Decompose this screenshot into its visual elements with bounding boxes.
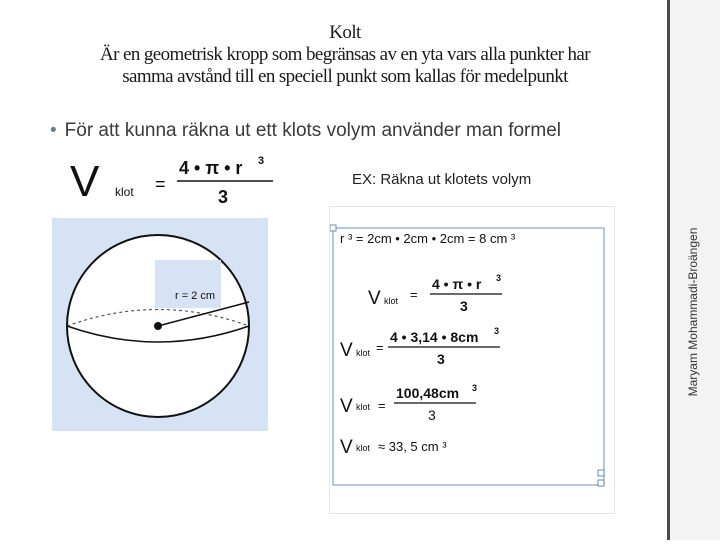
corner-handle (598, 480, 604, 486)
formula-denominator: 3 (218, 187, 229, 207)
calc-step3-v: V (340, 396, 353, 417)
calc-step2-eq: = (376, 340, 384, 355)
calc-step1-v: V (368, 288, 381, 309)
formula-bullet (50, 120, 561, 142)
calc-line-r3: r ³ = 2cm • 2cm • 2cm = 8 cm ³ (340, 231, 516, 246)
calc-step2-den: 3 (437, 351, 445, 367)
formula-exp: 3 (258, 155, 265, 167)
calc-step1-num: 4 • π • r (432, 276, 482, 292)
calc-step2-sub: klot (356, 348, 371, 358)
author-credit: Maryam Mohammadi-Broängen (686, 227, 700, 397)
sphere-drawing (52, 218, 268, 431)
calc-step3-exp: 3 (472, 383, 478, 393)
calc-frame (333, 228, 604, 485)
corner-handle (330, 225, 336, 231)
calc-step1-exp: 3 (496, 273, 502, 283)
formula-sub: klot (115, 185, 134, 199)
calc-step2-exp: 3 (494, 326, 500, 336)
radius-label: r = 2 cm (175, 290, 216, 302)
page-title (40, 22, 650, 88)
calc-step3-den: 3 (428, 407, 436, 423)
volume-formula (70, 150, 300, 210)
calc-result: ≈ 33, 5 cm ³ (378, 439, 447, 454)
calc-result-sub: klot (356, 443, 371, 453)
calc-step1-eq: = (410, 287, 418, 302)
calculation-content (330, 207, 614, 513)
center-point (154, 322, 162, 330)
bullet-icon: • (50, 120, 57, 141)
calc-step3-sub: klot (356, 402, 371, 412)
title-line-2: Är en geometrisk kropp som begränsas av en yta vars alla punkter har (100, 44, 590, 65)
title-line-1: Kolt (329, 22, 361, 43)
calc-step1-sub: klot (384, 296, 399, 306)
corner-handle (598, 470, 604, 476)
calc-step2-v: V (340, 340, 353, 361)
formula-numerator: 4 • π • r (179, 158, 243, 178)
calculation-box (330, 207, 614, 513)
title-line-3: samma avstånd till en speciell punkt som kallas för medelpunkt (122, 66, 568, 87)
calc-step3-eq: = (378, 398, 386, 413)
sphere-illustration (52, 218, 268, 431)
calc-result-v: V (340, 437, 353, 458)
calc-step1-den: 3 (460, 298, 468, 314)
formula-eq: = (155, 174, 166, 194)
example-label: EX: Räkna ut klotets volym (352, 171, 532, 188)
calc-step3-num: 100,48cm (396, 385, 460, 401)
formula-v: V (70, 157, 100, 206)
calc-step2-num: 4 • 3,14 • 8cm (390, 329, 479, 345)
bullet-text: För att kunna räkna ut ett klots volym använder man formel (64, 120, 561, 141)
